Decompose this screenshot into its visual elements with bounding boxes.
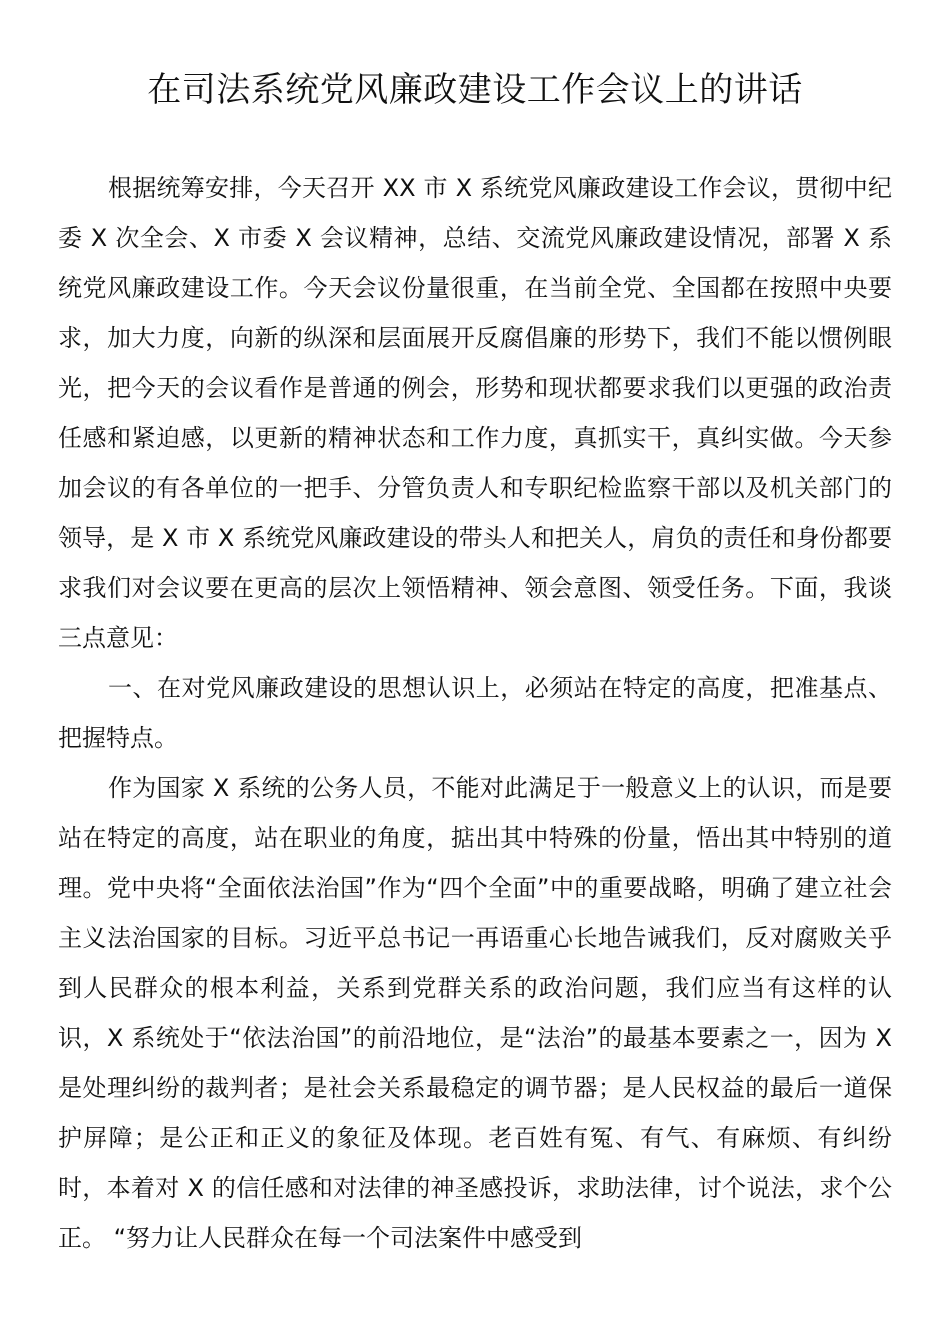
page-title: 在司法系统党风廉政建设工作会议上的讲话 bbox=[147, 70, 803, 110]
section-heading-1: 一、在对党风廉政建设的思想认识上，必须站在特定的高度，把准基点、把握特点。 bbox=[58, 674, 892, 752]
paragraph-intro: 根据统筹安排，今天召开 XX 市 X 系统党风廉政建设工作会议，贯彻中纪委 X 次全会、X 市委 X 会议精神，总结、交流党风廉政建设情况，部署 X 系统党风廉政建设工作。今天会议份量很重，在当前全党、全国都在按照中央要求，加大力度，向新的纵深和层面展开反腐倡廉的形势下，我们不能以惯例眼光，把今天的会议看作是普通的例会，形势和现状都要求我们以更强的政治责任感和紧迫感，以更新的精神状态和工作力度，真抓实干，真纠实做。今天参加会议的有各单位的一把手、分管负责人和专职纪检监察干部以及机关部门的领导，是 X 市 X 系统党风廉政建设的带头人和把关人，肩负的责任和身份都要求我们对会议要在更高的层次上领悟精神、领会意图、领受任务。下面，我谈三点意见： bbox=[58, 174, 892, 652]
document-body bbox=[58, 163, 892, 1263]
paragraph-section-1: 作为国家 X 系统的公务人员，不能对此满足于一般意义上的认识，而是要站在特定的高度，站在职业的角度，掂出其中特殊的份量，悟出其中特别的道理。党中央将“全面依法治国”作为“四个全面”中的重要战略，明确了建立社会主义法治国家的目标。习近平总书记一再语重心长地告诫我们，反对腐败关乎到人民群众的根本利益，关系到党群关系的政治问题，我们应当有这样的认识，X 系统处于“依法治国”的前沿地位，是“法治”的最基本要素之一，因为 X 是处理纠纷的裁判者；是社会关系最稳定的调节器；是人民权益的最后一道保护屏障；是公正和正义的象征及体现。老百姓有冤、有气、有麻烦、有纠纷时，本着对 X 的信任感和对法律的神圣感投诉，求助法律，讨个说法，求个公正。 “努力让人民群众在每一个司法案件中感受到 bbox=[58, 774, 892, 1252]
